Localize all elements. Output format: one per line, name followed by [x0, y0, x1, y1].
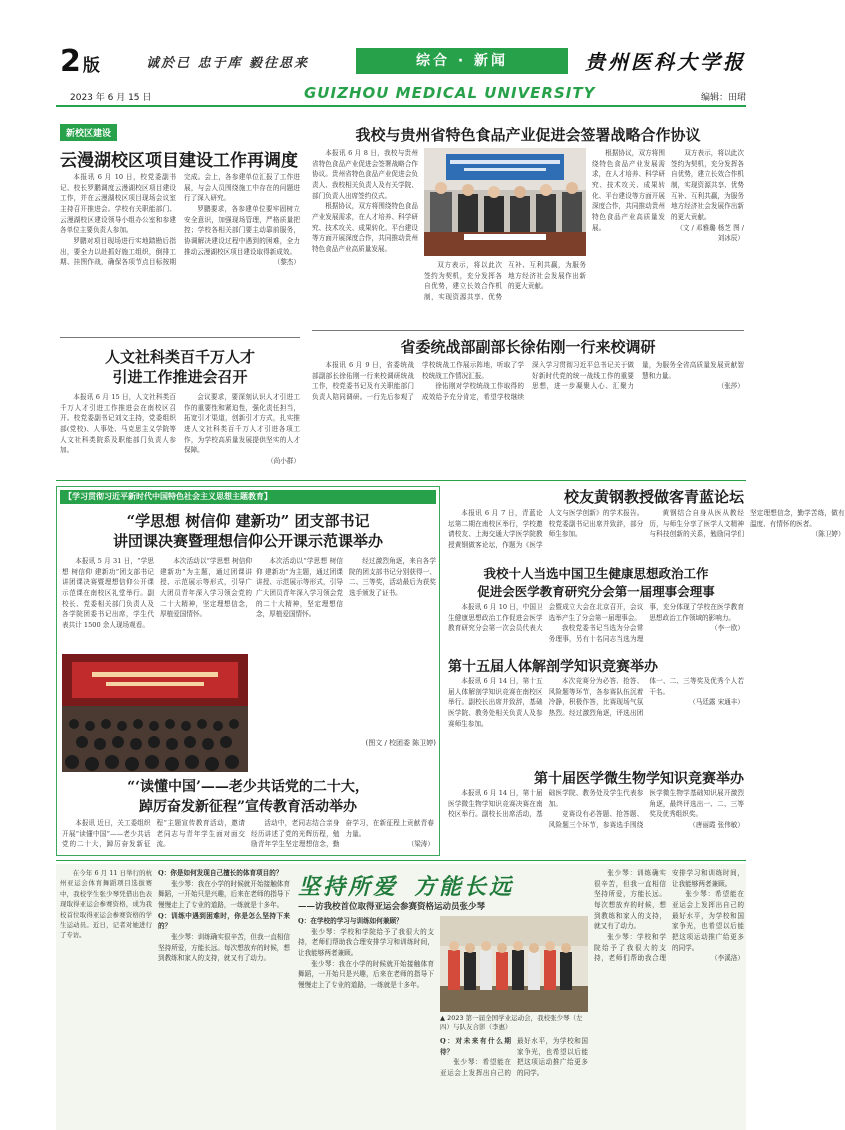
- feature-qa-line: Q：对未来有什么期待？: [440, 1037, 511, 1056]
- feature-qa-col-1: [158, 868, 290, 1126]
- talent-headline-1: 人文社科类百千万人才: [104, 348, 255, 366]
- feature-qa-line: 张少琴：我在小学的时候就开始接触体育舞蹈，一开始只是兴趣，后来在老师的指导下慢慢走上了专业的道路，一练就是十多年。: [158, 879, 290, 910]
- feature-qa-line: 张少琴：训练确实很辛苦，但我一直相信坚持所爱，方能长远。每次想放弃的时候，想到教练和家人的支持，就又有了动力。: [594, 869, 666, 931]
- youth-tag: 【学习贯彻习近平新时代中国特色社会主义思想主题教育】: [60, 490, 436, 504]
- campus-article: [60, 172, 300, 332]
- youth-paragraph: 经过激烈角逐，来自各学院的团支部书记分别获得一、二、三等奖，活动最后为获奖选手颁发了证书。: [349, 557, 436, 598]
- feature-qa-line: 张少琴：我在小学的时候就开始接触体育舞蹈，一开始只是兴趣，后来在老师的指导下慢慢走上了专业的道路，一练就是十多年。: [298, 959, 434, 990]
- issue-date: 2023 年 6 月 15 日: [70, 93, 152, 103]
- feature-intro: [60, 868, 152, 1126]
- feature-title-1: 坚持所爱: [298, 874, 399, 900]
- spirit-article: [62, 818, 434, 854]
- campus-paragraph: 罗鹏要求，各参建单位要牢固树立安全意识，加强现场管理，严格质量把控；学校各相关部门要主动靠前服务，协调解决建设过程中遇到的困难，全力推动云漫湖校区项目建设取得新成效。: [184, 205, 300, 256]
- spirit-paragraph: 本报讯 近日，关工委组织开展“读懂中国”——老少共话党的二十大，踔厉奋发新征程”主题宣传教育活动，邀请老同志与青年学生面对面交流。: [62, 819, 245, 849]
- section-divider: [56, 480, 746, 481]
- microbio-article: [448, 788, 744, 854]
- signing-photo: [424, 148, 586, 256]
- feature-qa-line: Q：训练中遇到困难时，你是怎么坚持下来的？: [158, 911, 290, 931]
- feature-title-2: 方能长远: [414, 874, 515, 900]
- spirit-paragraph: 活动中，老同志结合亲身经历讲述了党的光辉历程，勉励青年学生坚定理想信念，勤奋学习，在新征程上贡献青春力量。: [251, 819, 434, 849]
- steel-article: [448, 508, 845, 560]
- feature-qa-line: 张少琴：训练确实很辛苦，但我一直相信坚持所爱，方能长远。每次想放弃的时候，想到教练和家人的支持，就又有了动力。: [158, 933, 290, 963]
- feature-subtitle: ——访我校首位取得亚运会参赛资格运动员张少琴: [298, 902, 486, 912]
- anatomy-sign: （马廷露 宋通丰）: [689, 698, 744, 707]
- campus-tag: 新校区建设: [60, 124, 117, 141]
- feature-qa-col-2: [298, 916, 434, 1126]
- talent-article: [60, 392, 300, 476]
- campus-paragraph: 罗鹏对项目现场进行实地踏勘后指出，要全力以赴抓好施工组织，倒排工期、挂图作战，确保各项节点目标按期完成。会上，各参建单位汇报了工作进展，与会人员围绕施工中存在的问题进行了深入研究。: [60, 173, 300, 267]
- signing-paragraph: 根据协议，双方将围绕特色食品产业发展需求，在人才培养、科学研究、技术攻关、成果转化、平台建设等方面开展深度合作，共同推动贵州特色食品产业高质量发展。: [592, 149, 665, 232]
- health-headline-2: 促进会医学教育研究分会第一届理事会理事: [477, 584, 715, 599]
- divider: [312, 330, 744, 331]
- signing-paragraph: 根据协议，双方将围绕特色食品产业发展需求，在人才培养、科学研究、技术攻关、成果转化、平台建设等方面开展深度合作，共同推动贵州特色食品产业高质量发展。: [312, 202, 418, 254]
- paper-name: 贵州医科大学报: [585, 50, 746, 74]
- section-divider: [56, 860, 746, 861]
- feature-qa-line: Q：你是如何发现自己擅长的体育项目的？: [158, 869, 283, 877]
- campus-paragraph: 本报讯 6 月 10 日，校党委副书记、校长罗鹏调度云漫湖校区项目建设工作，并在云漫湖校区项目现场会议室主持召开推进会。学校有关职能部门、云漫湖校区建设领导小组办公室和参建各单位主要负责人参加。: [60, 173, 176, 235]
- microbio-sign: （唐丽霞 张伟敏）: [689, 821, 744, 830]
- talent-paragraph: 会议要求，要深刻认识人才引进工作的重要性和紧迫性，强化责任担当，拓宽引才渠道，创新引才方式，扎实推进人文社科类百千万人才引进各项工作，为学校高质量发展提供坚实的人才保障。: [184, 393, 300, 455]
- health-paragraph: 我校党委书记当选为分会常务理事，另有十名同志当选为理事，充分体现了学校在医学教育思想政治工作领域的影响力。: [548, 603, 744, 644]
- signing-article-col-2: [424, 260, 586, 324]
- campus-sign: （黎杰）: [273, 258, 300, 267]
- feature-intro-text: 在今年 6 月 11 日举行的杭州亚运会体育舞蹈项目选拔赛中，我校学生张少琴凭借出色表现取得亚运会参赛资格，成为我校首位取得亚运会参赛资格的学生运动员。近日，记者对她进行了专访。: [60, 869, 152, 940]
- anatomy-paragraph: 本次竞赛分为必答、抢答、风险题等环节，各参赛队伍沉着冷静，积极作答，比赛现场气氛热烈。经过激烈角逐，评选出团体一、二、三等奖及优秀个人若干名。: [548, 677, 744, 718]
- youth-headline-1: “学思想 树信仰 建新功” 团支部书记: [126, 512, 370, 530]
- feature-sign: （李溪洛）: [711, 954, 744, 963]
- youth-photo-caption: (图文 / 校团委 陈卫婷): [365, 739, 436, 747]
- party-headline: 省委统战部副部长徐佑刚一行来校调研: [400, 338, 656, 356]
- health-headline-1: 我校十人当选中国卫生健康思想政治工作: [483, 566, 709, 581]
- party-article: [312, 360, 744, 476]
- youth-article-col-3: [256, 556, 436, 734]
- health-article: [448, 602, 744, 652]
- spirit-headline-2: 踔厉奋发新征程”宣传教育活动举办: [138, 799, 358, 815]
- feature-qa-line: 张少琴：希望能在亚运会上发挥出自己的最好水平，为学校和国家争光，也希望以后能把这项运动推广给更多的同学。: [672, 890, 744, 952]
- masthead-rule: [56, 105, 746, 107]
- steel-sign: （陈卫婷）: [811, 530, 845, 539]
- campus-headline: 云漫湖校区项目建设工作再调度: [60, 151, 298, 171]
- party-paragraph: 徐佑刚对学校统战工作取得的成效给予充分肯定，希望学校继续深入学习贯彻习近平总书记关于做好新时代党的统一战线工作的重要思想，进一步凝聚人心、汇聚力量，为服务全省高质量发展贡献智慧和力量。: [422, 361, 744, 402]
- health-sign: （李一欧）: [711, 624, 744, 633]
- feature-photo-image: [440, 916, 588, 1012]
- steel-headline: 校友黄钢教授做客青蓝论坛: [563, 488, 744, 506]
- signing-sign: （文 / 邓雅璐 杨芝 图 / 刘冰辰）: [676, 223, 744, 243]
- university-name-en: GUIZHOU MEDICAL UNIVERSITY: [304, 84, 596, 102]
- youth-article-col-2: [160, 556, 252, 648]
- youth-headline-2: 讲団课决赛暨理想信仰公开课示范课举办: [112, 532, 383, 550]
- youth-article-col-1: [62, 556, 154, 648]
- feature-qa-line: 张少琴：学校和学院给予了我很大的支持，老师们帮助我合理安排学习和训练时间，让我能够两者兼顾。: [594, 869, 744, 963]
- feature-qa-line: 张少琴：学校和学院给予了我很大的支持，老师们帮助我合理安排学习和训练时间，让我能够两者兼顾。: [298, 927, 434, 958]
- feature-qa-col-3: [440, 1036, 588, 1126]
- youth-photo-image: [62, 654, 248, 772]
- signing-paragraph: 本报讯 6 月 8 日，我校与贵州省特色食品产业促进会签署战略合作协议。贵州省特色食品产业促进会负责人、我校相关负责人及有关学院、部门负责人出席签约仪式。: [312, 149, 418, 200]
- spirit-sign: （梁涛）: [407, 840, 434, 849]
- steel-paragraph: 本报讯 6 月 7 日，青蓝论坛第二期在南校区举行，学校邀请校友、上海交通大学医学院教授黄钢做客论坛，作题为《医学人文与医学创新》的学术报告。校党委副书记出席并致辞，部分师生参加。: [448, 509, 644, 550]
- section-banner: 综合 · 新闻: [356, 48, 568, 74]
- party-paragraph: 本报讯 6 月 9 日，省委统战部副部长徐佑刚一行来校调研统战工作，校党委书记及有关职能部门负责人陪同调研。一行先后参观了学校统战工作展示阵地，听取了学校统战工作情况汇报。: [312, 361, 524, 402]
- spirit-headline-1: “‘读懂中国’——老少共话党的二十大，: [127, 779, 369, 795]
- masthead: [56, 40, 746, 110]
- anatomy-paragraph: 本报讯 6 月 14 日，第十五届人体解剖学知识竞赛在南校区举行。副校长出席并致辞，基础医学院、教务处相关负责人及参赛师生参加。: [448, 677, 543, 728]
- youth-paragraph: 本次活动以“学思想 树信仰 建新功”为主题，通过团课讲授、示范展示等形式，引导广大团员青年深入学习领会党的二十大精神，坚定理想信念，厚植爱国情怀。: [160, 557, 252, 619]
- youth-paragraph: 本次活动以“学思想 树信仰 建新功”为主题，通过团课讲授、示范展示等形式，引导广大团员青年深入学习领会党的二十大精神，坚定理想信念，厚植爱国情怀。: [256, 557, 343, 619]
- party-sign: （张莎）: [717, 382, 744, 391]
- motto: 诚於已 忠于库 毅往思来: [146, 56, 310, 71]
- page-number: 2 版: [60, 44, 100, 79]
- youth-paragraph: 本报讯 5 月 31 日，“学思想 树信仰 建新功”团支部书记讲团课决赛暨理想信仰公开课示范课在南校区礼堂举行。副校长、党委相关部门负责人及各学院团委书记出席，学生代表共计 1500 余人现场观看。: [62, 557, 154, 630]
- feature-photo: [440, 916, 588, 1012]
- talent-headline-2: 引进工作推进会召开: [112, 368, 248, 386]
- health-paragraph: 本报讯 6 月 10 日，中国卫生健康思想政治工作促进会医学教育研究分会第一次会员代表大会暨成立大会在北京召开，会议选举产生了分会第一届理事会。: [448, 603, 644, 633]
- talent-paragraph: 本报讯 6 月 15 日，人文社科类百千万人才引进工作推进会在南校区召开。校党委副书记刘文主持，党委组织部(党校)、人事处、马克思主义学院等人文社科类院系及职能部门负责人参加。: [60, 393, 176, 455]
- editor-credit: 编辑：田珺: [700, 93, 746, 103]
- steel-paragraph: 黄钢结合自身从医从教经历，与师生分享了医学人文精神与科技创新的关系，勉励同学们坚定理想信念，勤学苦练，做有温度、有情怀的医者。: [649, 509, 845, 539]
- feature-qa-line: 张少琴：希望能在亚运会上发挥出自己的最好水平，为学校和国家争光，也希望以后能把这项运动推广给更多的同学。: [440, 1037, 588, 1078]
- divider: [60, 337, 300, 338]
- microbio-headline: 第十届医学微生物学知识竞赛举办: [534, 771, 744, 787]
- microbio-paragraph: 竞赛设有必答题、抢答题、风险题三个环节，参赛选手围绕医学微生物学基础知识展开激烈角逐，最终评选出一、二、三等奖及优秀组织奖。: [548, 789, 744, 830]
- signing-headline: 我校与贵州省特色食品产业促进会签署战略合作协议: [355, 126, 701, 144]
- signing-photo-image: [424, 148, 586, 256]
- signing-article-col-1: [312, 148, 418, 324]
- signing-paragraph: 双方表示，将以此次签约为契机，充分发挥各自优势，建立长效合作机制，实现资源共享、优势互补、互利共赢，为服务地方经济社会发展作出新的更大贡献。: [671, 149, 744, 222]
- signing-paragraph: 双方表示，将以此次签约为契机，充分发挥各自优势，建立长效合作机制，实现资源共享、优势互补、互利共赢，为服务地方经济社会发展作出新的更大贡献。: [424, 261, 586, 302]
- microbio-paragraph: 本报讯 6 月 14 日，第十届医学微生物学知识竞赛决赛在南校区举行。副校长出席活动，基础医学院、教务处及学生代表参加。: [448, 789, 644, 819]
- anatomy-headline: 第十五届人体解剖学知识竞赛举办: [448, 659, 658, 675]
- feature-photo-caption: ▲ 2023 第一届全国学业运动会，我校张少琴（左四）与队友合影（李惠）: [440, 1014, 583, 1032]
- feature-qa-col-4: [594, 868, 744, 1126]
- feature-qa-line: Q：在学校的学习与训练如何兼顾？: [298, 917, 403, 925]
- youth-photo: [62, 654, 248, 772]
- signing-article-col-3: [592, 148, 744, 324]
- anatomy-article: [448, 676, 744, 764]
- talent-sign: （尚小群）: [267, 457, 300, 466]
